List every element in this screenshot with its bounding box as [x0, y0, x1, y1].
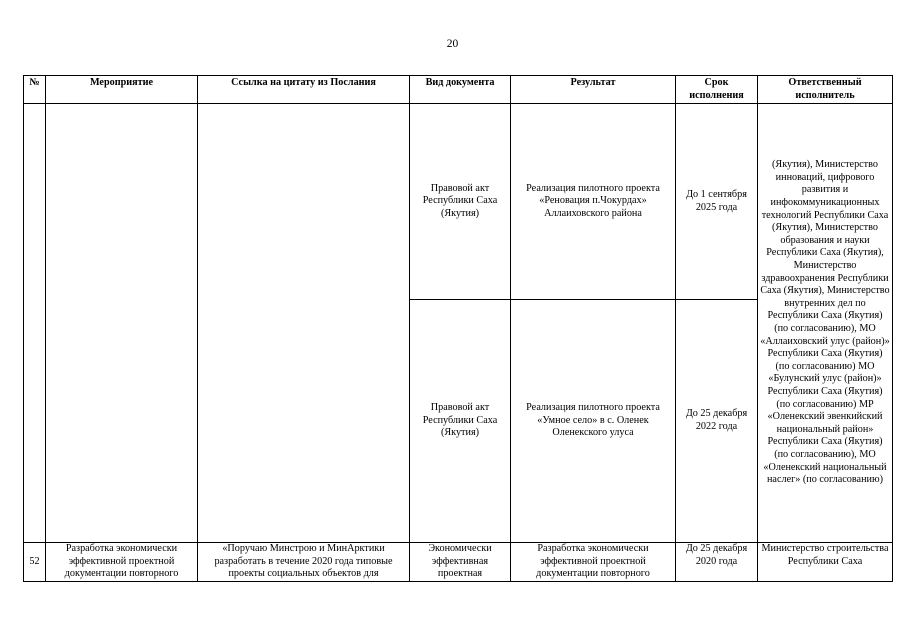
header-executor: Ответственный исполнитель: [758, 76, 893, 104]
table-header-row: [24, 76, 893, 104]
cell-doc-type: Правовой акт Республики Саха (Якутия): [410, 300, 511, 543]
cell-result: Реализация пилотного проекта «Умное село» в с. Оленек Оленекского улуса: [511, 300, 676, 543]
header-event: Мероприятие: [46, 76, 198, 104]
cell-result: Разработка экономически эффективной проектной документации повторного: [511, 543, 676, 582]
cell-event: Разработка экономически эффективной проектной документации повторного: [46, 543, 198, 582]
cell-quote: [198, 104, 410, 543]
cell-deadline: До 25 декабря 2020 года: [676, 543, 758, 582]
cell-quote: «Поручаю Минстрою и МинАрктики разработать в течение 2020 года типовые проекты социальных объектов для: [198, 543, 410, 582]
action-plan-table: [23, 75, 893, 582]
header-quote: Ссылка на цитату из Послания: [198, 76, 410, 104]
cell-executor: Министерство строительства Республики Саха: [758, 543, 893, 582]
page-number: 20: [446, 38, 459, 50]
cell-number: 52: [24, 543, 46, 582]
cell-executor: [758, 104, 893, 543]
header-deadline: Срок исполнения: [676, 76, 758, 104]
cell-doc-type: Экономически эффективная проектная: [410, 543, 511, 582]
table-row: [24, 543, 893, 582]
cell-number: [24, 104, 46, 543]
table-row: [24, 104, 893, 300]
executor-text: (Якутия), Министерство инноваций, цифрового развития и инфокоммуникационных технологий Республики Саха (Якутия), Министерство образования и науки Республики Саха (Якутия), Министерство здравоохранения Республики Саха (Якутия), Министерство внутренних дел по Республики Саха (Якутия) (по согласованию), МО «Аллаиховский улус (район)» Республики Саха (Якутия) (по согласованию) МО «Булунский улус (район)» Республики Саха (Якутия) (по согласованию) МР «Оленекский эвенкийский национальный район» Республики Саха (Якутия) (по согласованию), МО «Оленекский национальный наслег» (по согласованию): [760, 159, 890, 486]
header-result: Результат: [511, 76, 676, 104]
cell-deadline: До 1 сентября 2025 года: [676, 104, 758, 300]
header-number: №: [24, 76, 46, 104]
header-doc-type: Вид документа: [410, 76, 511, 104]
cell-doc-type: Правовой акт Республики Саха (Якутия): [410, 104, 511, 300]
cell-event: [46, 104, 198, 543]
cell-result: Реализация пилотного проекта «Реновация п.Чокурдах» Аллаиховского района: [511, 104, 676, 300]
cell-deadline: До 25 декабря 2022 года: [676, 300, 758, 543]
